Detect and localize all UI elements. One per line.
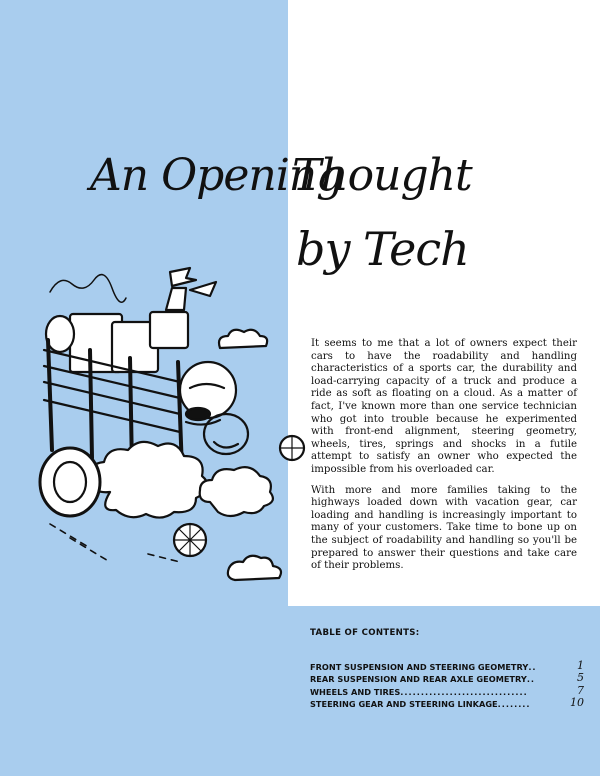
title-an-opening: An Opening	[90, 150, 344, 201]
toc-item-label: FRONT SUSPENSION AND STEERING GEOMETRY	[310, 662, 529, 673]
title-thought: Thought	[292, 150, 472, 201]
toc-item-leader: ..	[528, 662, 537, 673]
toc-item-leader: ........	[497, 698, 531, 709]
toc-item-leader: ...............................	[400, 686, 528, 697]
toc-item-label: WHEELS AND TIRES	[310, 686, 401, 697]
toc-item[interactable]	[310, 672, 584, 684]
cartoon-overloaded-car-icon	[30, 262, 350, 582]
toc-item-leader: ..	[526, 674, 536, 685]
body-paragraph-1: It seems to me that a lot of owners expect their cars to have the roadability and handling characteristics of a sports car, the durability and load-carrying capacity of a truck and produce a ride as soft as floating on a cloud. As a matter of fact, I've known more than one service technician who got into trouble because he experimented with front-end alignment, steering geometry, wheels, tires, springs and shocks in a futile attempt to satisfy an owner who expected the impossible from his overloaded car.	[311, 338, 577, 475]
toc-item-page: 5	[577, 671, 584, 685]
body-text	[311, 338, 577, 581]
toc-item-label: STEERING GEAR AND STEERING LINKAGE	[310, 698, 498, 709]
toc-item[interactable]	[310, 697, 584, 709]
toc-item-label: REAR SUSPENSION AND REAR AXLE GEOMETRY	[310, 674, 527, 685]
toc-item-page: 10	[570, 695, 584, 709]
table-of-contents	[310, 660, 584, 709]
title-by-tech: by Tech	[296, 222, 469, 276]
toc-item-page: 1	[577, 659, 584, 673]
toc-item[interactable]	[310, 684, 584, 696]
toc-item[interactable]	[310, 660, 584, 672]
toc-heading: TABLE OF CONTENTS:	[310, 628, 420, 638]
body-paragraph-2: With more and more families taking to the highways loaded down with vacation gear, car loading and handling is increasingly important to many of your customers. Take time to bone up on the subject of roadability and handling so you'll be prepared to answer their questions and take care of their problems.	[311, 484, 577, 572]
toc-item-page: 7	[577, 683, 584, 697]
